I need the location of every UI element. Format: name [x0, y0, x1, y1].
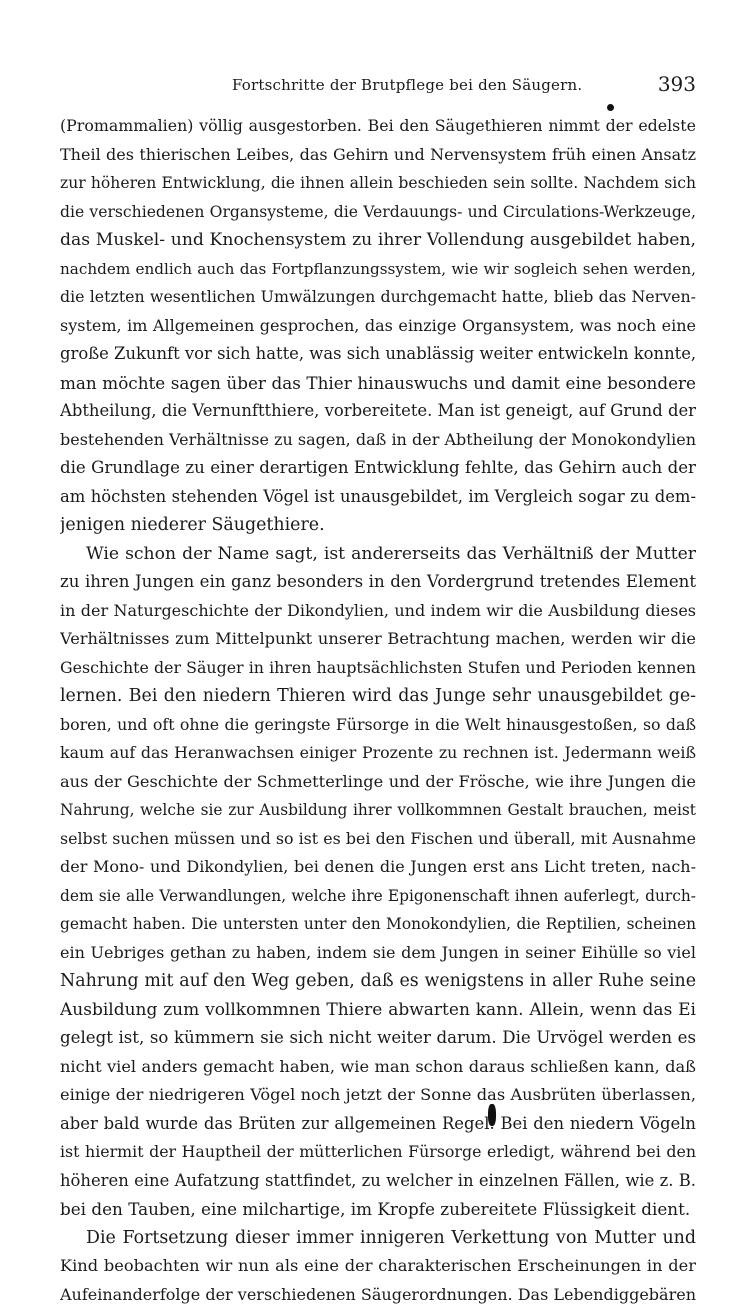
- text-line: einige der niedrigeren Vögel noch jetzt der Sonne das Ausbrüten überlassen,: [60, 1081, 696, 1110]
- running-head: Fortschritte der Brutpflege bei den Säugern.: [232, 76, 582, 94]
- text-line: höheren eine Aufatzung stattfindet, zu welcher in einzelnen Fällen, wie z. B.: [60, 1167, 696, 1196]
- text-line: aber bald wurde das Brüten zur allgemeinen Regel. Bei den niedern Vögeln: [60, 1110, 696, 1139]
- text-line: aus der Geschichte der Schmetterlinge und der Frösche, wie ihre Jungen die: [60, 768, 696, 797]
- text-line: nachdem endlich auch das Fortpflanzungssystem, wie wir sogleich sehen werden,: [60, 255, 696, 284]
- text-line: kaum auf das Heranwachsen einiger Prozente zu rechnen ist. Jedermann weiß: [60, 739, 696, 768]
- text-line: die Grundlage zu einer derartigen Entwicklung fehlte, das Gehirn auch der: [60, 454, 696, 483]
- text-line: (Promammalien) völlig ausgestorben. Bei den Säugethieren nimmt der edelste: [60, 112, 696, 141]
- text-line: dem sie alle Verwandlungen, welche ihre Epigonenschaft ihnen auferlegt, durch-: [60, 882, 696, 911]
- text-line: Verhältnisses zum Mittelpunkt unserer Betrachtung machen, werden wir die: [60, 625, 696, 654]
- text-line: Ausbildung zum vollkommnen Thiere abwarten kann. Allein, wenn das Ei: [60, 996, 696, 1025]
- text-line: der Mono- und Dikondylien, bei denen die Jungen erst ans Licht treten, nach-: [60, 853, 696, 882]
- ink-speck: [607, 104, 614, 111]
- text-line: Nahrung, welche sie zur Ausbildung ihrer vollkommnen Gestalt brauchen, meist: [60, 796, 696, 825]
- text-line: selbst suchen müssen und so ist es bei den Fischen und überall, mit Ausnahme: [60, 825, 696, 854]
- text-line: zur höheren Entwicklung, die ihnen allein beschieden sein sollte. Nachdem sich: [60, 169, 696, 198]
- text-line: Aufeinanderfolge der verschiedenen Säugerordnungen. Das Lebendiggebären: [60, 1281, 696, 1309]
- text-line: gemacht haben. Die untersten unter den Monokondylien, die Reptilien, scheinen: [60, 910, 696, 939]
- page-number: 393: [658, 72, 696, 96]
- text-line: lernen. Bei den niedern Thieren wird das Junge sehr unausgebildet ge-: [60, 682, 696, 711]
- text-line: zu ihren Jungen ein ganz besonders in den Vordergrund tretendes Element: [60, 568, 696, 597]
- text-line: Geschichte der Säuger in ihren hauptsächlichsten Stufen und Perioden kennen: [60, 654, 696, 683]
- paragraph-first-line: Wie schon der Name sagt, ist andererseits das Verhältniß der Mutter: [60, 540, 696, 569]
- text-line: bestehenden Verhältnisse zu sagen, daß in der Abtheilung der Monokondylien: [60, 426, 696, 455]
- text-line: die letzten wesentlichen Umwälzungen durchgemacht hatte, blieb das Nerven-: [60, 283, 696, 312]
- text-line: Kind beobachten wir nun als eine der charakterischen Erscheinungen in der: [60, 1252, 696, 1281]
- text-line: ist hiermit der Hauptheil der mütterlichen Fürsorge erledigt, während bei den: [60, 1138, 696, 1167]
- text-line: system, im Allgemeinen gesprochen, das einzige Organsystem, was noch eine: [60, 312, 696, 341]
- text-line: das Muskel- und Knochensystem zu ihrer Vollendung ausgebildet haben,: [60, 226, 696, 255]
- text-line: die verschiedenen Organsysteme, die Verdauungs- und Circulations-Werkzeuge,: [60, 198, 696, 227]
- paragraph-first-line: Die Fortsetzung dieser immer innigeren Verkettung von Mutter und: [60, 1224, 696, 1253]
- text-line: man möchte sagen über das Thier hinauswuchs und damit eine besondere: [60, 369, 696, 398]
- text-line: Nahrung mit auf den Weg geben, daß es wenigstens in aller Ruhe seine: [60, 967, 696, 996]
- page-header: [60, 72, 696, 98]
- text-line: ein Uebriges gethan zu haben, indem sie dem Jungen in seiner Eihülle so viel: [60, 939, 696, 968]
- text-line: in der Naturgeschichte der Dikondylien, und indem wir die Ausbildung dieses: [60, 597, 696, 626]
- text-line: am höchsten stehenden Vögel ist unausgebildet, im Vergleich sogar zu dem-: [60, 483, 696, 512]
- text-line: Abtheilung, die Vernunftthiere, vorbereitete. Man ist geneigt, auf Grund der: [60, 397, 696, 426]
- text-line: jenigen niederer Säugethiere.: [60, 511, 696, 540]
- text-line: große Zukunft vor sich hatte, was sich unablässig weiter entwickeln konnte,: [60, 340, 696, 369]
- text-line: boren, und oft ohne die geringste Fürsorge in die Welt hinausgestoßen, so daß: [60, 711, 696, 740]
- text-line: nicht viel anders gemacht haben, wie man schon daraus schließen kann, daß: [60, 1053, 696, 1082]
- text-line: bei den Tauben, eine milchartige, im Kropfe zubereitete Flüssigkeit dient.: [60, 1195, 696, 1224]
- text-line: gelegt ist, so kümmern sie sich nicht weiter darum. Die Urvögel werden es: [60, 1024, 696, 1053]
- body-text: [60, 112, 696, 1309]
- text-line: Theil des thierischen Leibes, das Gehirn und Nervensystem früh einen Ansatz: [60, 141, 696, 170]
